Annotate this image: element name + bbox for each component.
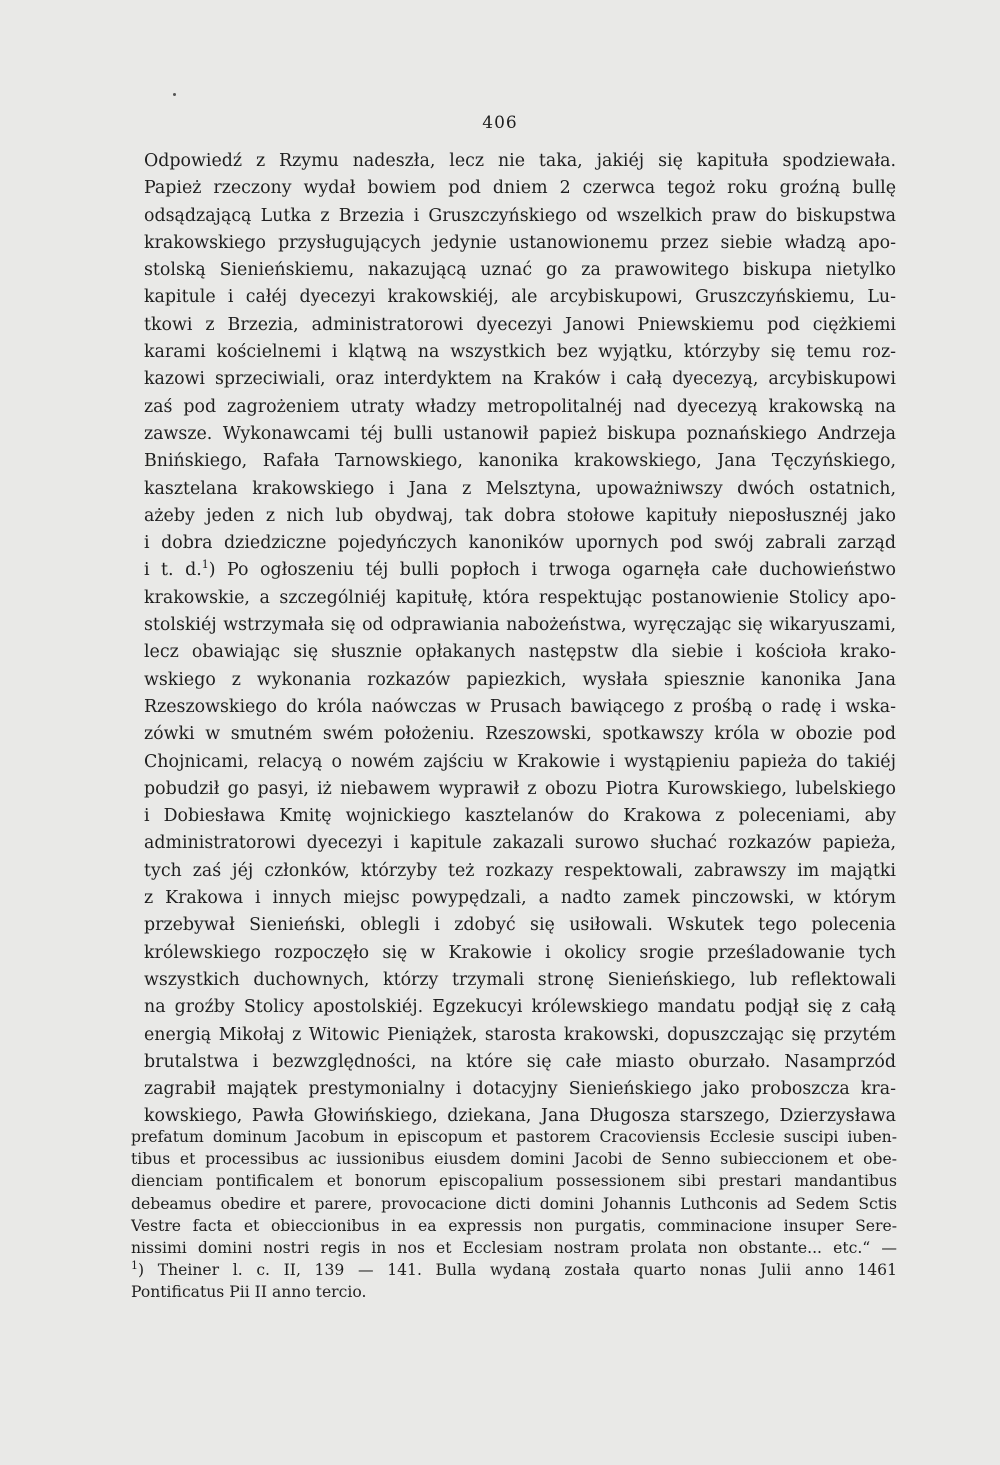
text-line: zaś pod zagrożeniem utraty władzy metropolitalnéj nad dyecezyą krakowską na [144, 396, 896, 417]
text-line: zagrabił majątek prestymonialny i dotacyjny Sienieńskiego jako proboszcza kra- [144, 1079, 896, 1100]
footnote-reference: 1 [201, 558, 209, 572]
text-line: karami kościelnemi i klątwą na wszystkich bez wyjątku, którzyby się temu roz- [144, 342, 896, 363]
text-line: kasztelana krakowskiego i Jana z Melsztyna, upoważniwszy dwóch ostatnich, [144, 478, 896, 499]
text-line: z Krakowa i innych miejsc powypędzali, a nadto zamek pinczowski, w którym [144, 888, 896, 909]
footnote-line: dienciam pontificalem et bonorum episcopalium possessionem sibi prestari mandantibus [131, 1172, 897, 1191]
text-line: Bnińskiego, Rafała Tarnowskiego, kanonika krakowskiego, Jana Tęczyńskiego, [144, 451, 896, 472]
main-text [144, 148, 896, 1131]
footnote-line: prefatum dominum Jacobum in episcopum et pastorem Cracoviensis Ecclesie suscipi iuben- [131, 1128, 897, 1146]
text-line: krakowskiego przysługujących jedynie ustanowionemu przez siebie władzą apo- [144, 232, 896, 253]
text-line: Chojnicami, relacyą o nowém zajściu w Krakowie i wystąpieniu papieża do takiéj [144, 751, 896, 772]
text-line: przebywał Sienieński, oblegli i zdobyć się usiłowali. Wskutek tego polecenia [144, 915, 896, 936]
text-line: zówki w smutném swém położeniu. Rzeszowski, spotkawszy króla w obozie pod [144, 724, 896, 745]
text-line: zawsze. Wykonawcami téj bulli ustanowił papież biskupa poznańskiego Andrzeja [144, 423, 896, 444]
text-line: administratorowi dyecezyi i kapitule zakazali surowo słuchać rozkazów papieża, [144, 833, 896, 854]
text-line: wszystkich duchownych, którzy trzymali stronę Sienieńskiego, lub reflektowali [144, 969, 896, 990]
footnote-line: debeamus obedire et parere, provocacione dicti domini Johannis Luthconis ad Sedem Sctis [131, 1194, 897, 1213]
footnotes [131, 1126, 897, 1304]
text-line: Papież rzeczony wydał bowiem pod dniem 2 czerwca tegoż roku groźną bullę [144, 178, 896, 199]
text-line-with-footnote [144, 557, 896, 584]
text-line: wskiego z wykonania rozkazów papiezkich, wysłała spiesznie kanonika Jana [144, 669, 896, 690]
text-line: lecz obawiając się słusznie opłakanych następstw dla siebie i kościoła krako- [144, 642, 896, 663]
text-segment: ) [208, 560, 228, 581]
text-line: pobudził go pasyi, iż niebawem wyprawił z obozu Piotra Kurowskiego, lubelskiego [144, 778, 896, 799]
text-line: brutalstwa i bezwzględności, na które się całe miasto oburzało. Nasamprzód [144, 1051, 896, 1072]
text-line: stolską Sienieńskiemu, nakazującą uznać go za prawowitego biskupa nietylko [144, 260, 896, 281]
text-line: Rzeszowskiego do króla naówczas w Prusach bawiącego z prośbą o radę i wska- [144, 696, 896, 717]
paper-speck [173, 93, 176, 96]
footnote-text: ) Theiner l. c. II, 139 — 141. Bulla wydaną została quarto nonas Julii anno 1461 [138, 1261, 897, 1280]
text-line: energią Mikołaj z Witowic Pieniążek, starosta krakowski, dopuszczając się przytém [144, 1024, 896, 1045]
text-line: kazowi sprzeciwiali, oraz interdyktem na Kraków i całą dyecezyą, arcybiskupowi [144, 369, 896, 390]
text-line: na groźby Stolicy apostolskiéj. Egzekucyi królewskiego mandatu podjął się z całą [144, 997, 896, 1018]
text-line: tkowi z Brzezia, administratorowi dyecezyi Janowi Pniewskiemu pod ciężkiemi [144, 314, 896, 335]
text-line: krakowskie, a szczególniéj kapitułę, która respektując postanowienie Stolicy apo- [144, 587, 896, 608]
text-segment: Po ogłoszeniu téj bulli popłoch i trwoga ogarnęła całe duchowieństwo [227, 560, 896, 581]
text-segment: i t. d. [144, 560, 202, 581]
text-line: królewskiego rozpoczęło się w Krakowie i okolicy srogie prześladowanie tych [144, 942, 896, 963]
text-line: ażeby jeden z nich lub obydwaj, tak dobra stołowe kapituły nieposłusznéj jako [144, 505, 896, 526]
footnote-line-with-marker [131, 1259, 897, 1281]
text-line: kowskiego, Pawła Głowińskiego, dziekana, Jana Długosza starszego, Dzierzysława [144, 1106, 896, 1127]
footnote-line: Pontificatus Pii II anno tercio. [131, 1283, 367, 1302]
footnote-line: tibus et processibus ac iussionibus eiusdem domini Jacobi de Senno subieccionem et obe- [131, 1150, 897, 1169]
footnote-marker: 1 [131, 1259, 138, 1273]
footnote-line: nissimi domini nostri regis in nos et Ecclesiam nostram prolata non obstante... etc.“ — [131, 1239, 897, 1258]
text-line: kapitule i całéj dyecezyi krakowskiéj, ale arcybiskupowi, Gruszczyńskiemu, Lu- [144, 287, 896, 308]
text-line: Odpowiedź z Rzymu nadeszła, lecz nie taka, jakiéj się kapituła spodziewała. [144, 151, 896, 171]
text-line: odsądzającą Lutka z Brzezia i Gruszczyńskiego od wszelkich praw do biskupstwa [144, 205, 896, 226]
text-line: stolskiéj wstrzymała się od odprawiania nabożeństwa, wyręczając się wikaryuszami, [144, 615, 896, 636]
text-line: i Dobiesława Kmitę wojnickiego kasztelanów do Krakowa z poleceniami, aby [144, 806, 896, 827]
text-line: i dobra dziedziczne pojedyńczych kanoników upornych pod swój zabrali zarząd [144, 533, 896, 554]
text-line: tych zaś jéj członków, którzyby też rozkazy respektowali, zabrawszy im majątki [144, 860, 896, 881]
footnote-line: Vestre facta et obieccionibus in ea expressis non purgatis, comminacione insuper Sere- [131, 1216, 897, 1235]
page-number: 406 [482, 113, 518, 133]
